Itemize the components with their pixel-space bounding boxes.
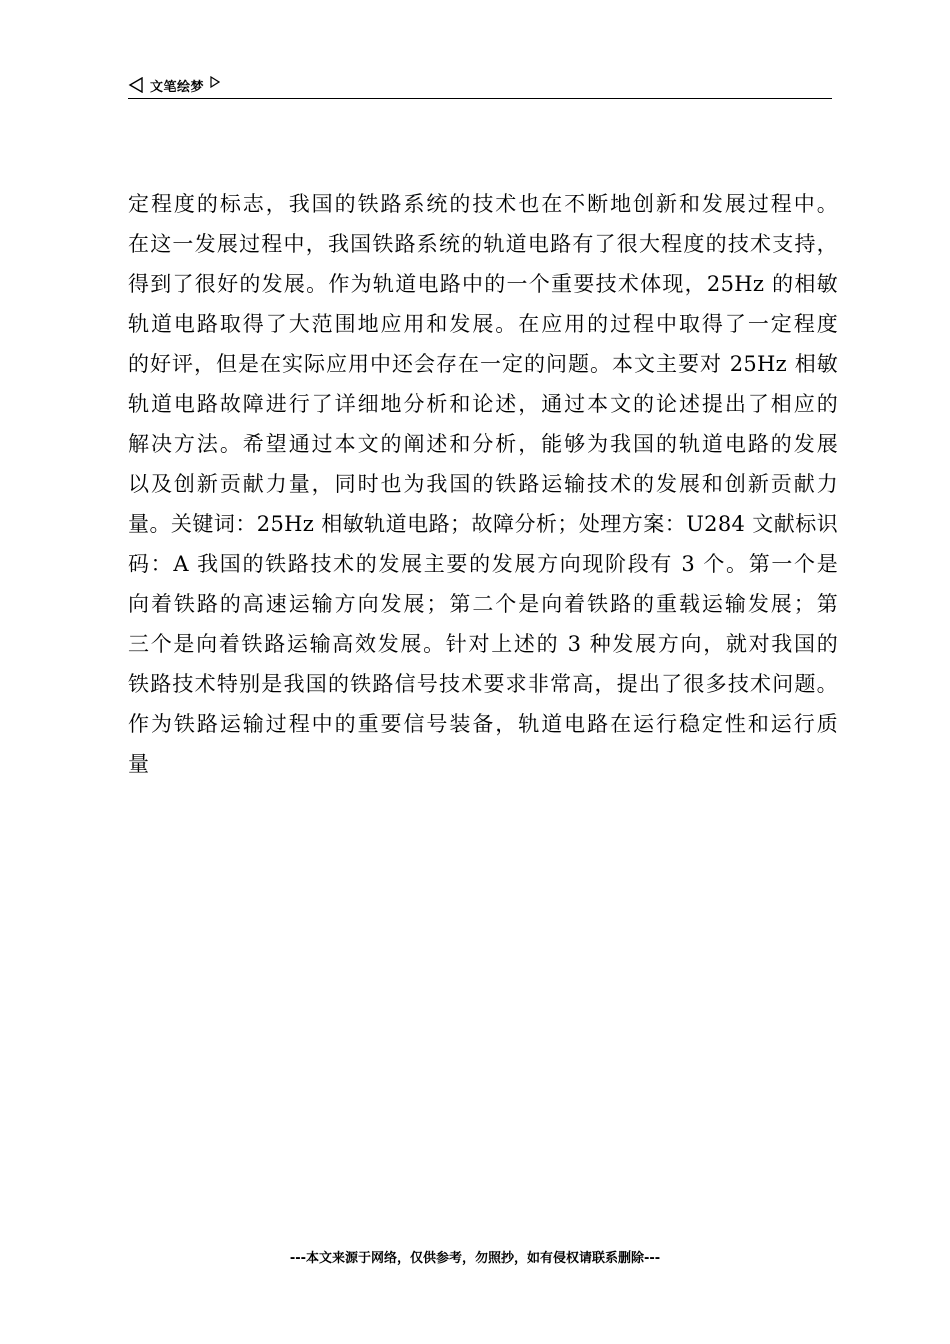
text-line: 的好评，但是在实际应用中还会存在一定的问题。本文主要对 25Hz 相敏 [128, 352, 838, 376]
text-line: 定程度的标志，我国的铁路系统的技术也在不断地创新和发展过程中。 [128, 192, 838, 216]
page-header [128, 74, 832, 99]
text-line: 三个是向着铁路运输高效发展。针对上述的 3 种发展方向，就对我国的 [128, 632, 838, 656]
text-line: 向着铁路的高速运输方向发展；第二个是向着铁路的重载运输发展；第 [128, 592, 838, 616]
text-line: 以及创新贡献力量，同时也为我国的铁路运输技术的发展和创新贡献力 [128, 472, 838, 496]
header-brand [128, 76, 220, 94]
header-title: 文笔绘梦 [150, 79, 205, 95]
text-line: 量。关键词：25Hz 相敏轨道电路；故障分析；处理方案：U284 文献标识 [128, 512, 838, 536]
text-line: 轨道电路故障进行了详细地分析和论述，通过本文的论述提出了相应的 [128, 392, 838, 416]
text-line: 轨道电路取得了大范围地应用和发展。在应用的过程中取得了一定程度 [128, 312, 838, 336]
text-line: 在这一发展过程中，我国铁路系统的轨道电路有了很大程度的技术支持， [128, 232, 838, 256]
text-line: 作为铁路运输过程中的重要信号装备，轨道电路在运行稳定性和运行质 [128, 712, 838, 736]
page-footer-disclaimer: ---本文来源于网络，仅供参考，勿照抄，如有侵权请联系删除--- [289, 1251, 661, 1266]
triangle-right-outline-icon [210, 76, 220, 88]
text-line: 铁路技术特别是我国的铁路信号技术要求非常高，提出了很多技术问题。 [128, 672, 838, 696]
triangle-left-outline-icon [128, 77, 144, 93]
text-line: 解决方法。希望通过本文的阐述和分析，能够为我国的轨道电路的发展 [128, 432, 838, 456]
text-line: 码：A 我国的铁路技术的发展主要的发展方向现阶段有 3 个。第一个是 [128, 552, 838, 576]
text-line: 得到了很好的发展。作为轨道电路中的一个重要技术体现，25Hz 的相敏 [128, 272, 838, 296]
text-line: 量 [128, 752, 150, 776]
body-paragraph [128, 184, 838, 784]
